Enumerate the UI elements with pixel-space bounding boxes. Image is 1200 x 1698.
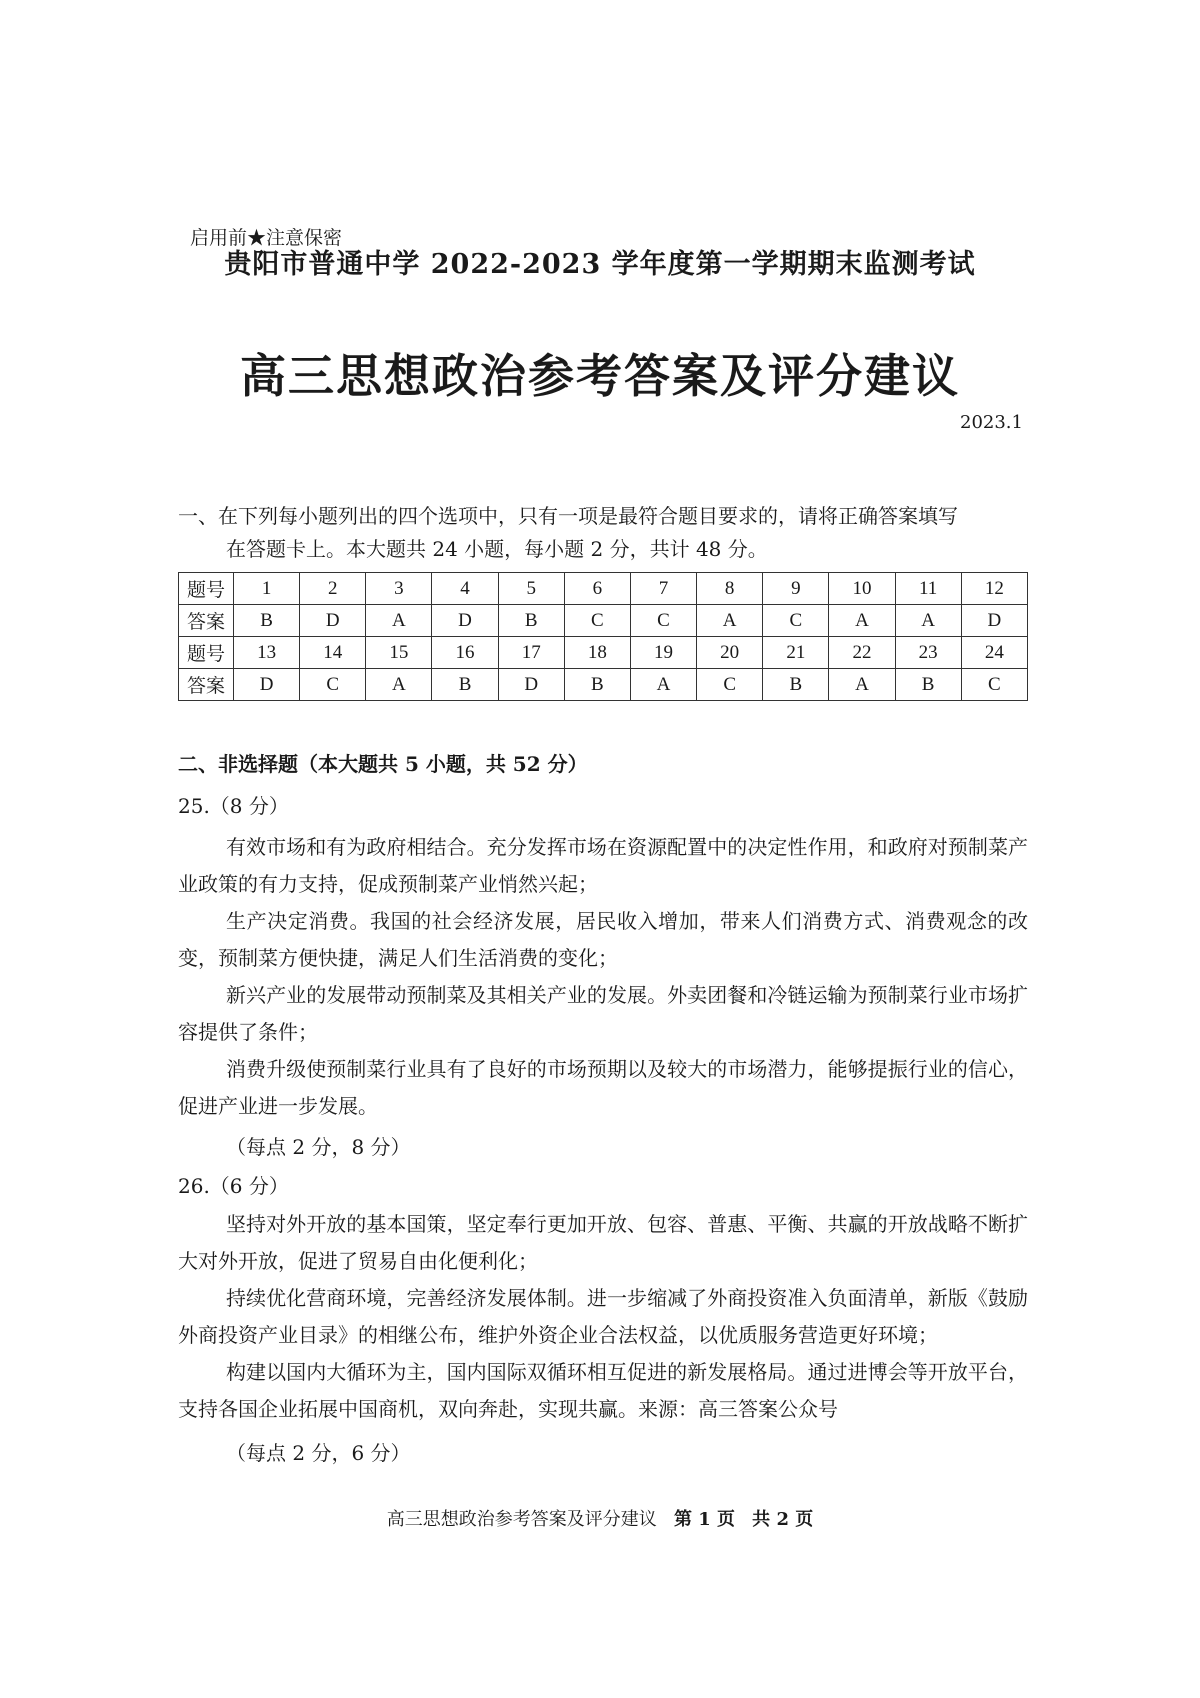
- row-label: 题号: [179, 637, 234, 669]
- section1-line1: 一、在下列每小题列出的四个选项中，只有一项是最符合题目要求的，请将正确答案填写: [178, 504, 958, 528]
- section1-instructions: [178, 500, 1028, 566]
- table-cell: 5: [498, 573, 564, 605]
- table-cell: 1: [234, 573, 300, 605]
- question-26-label: 26.（6 分）: [178, 1174, 289, 1198]
- table-cell: A: [829, 605, 895, 637]
- table-cell: 10: [829, 573, 895, 605]
- table-cell: D: [432, 605, 498, 637]
- q25-paragraph: 生产决定消费。我国的社会经济发展，居民收入增加，带来人们消费方式、消费观念的改变，预制菜方便快捷，满足人们生活消费的变化；: [178, 909, 1028, 970]
- table-cell: 22: [829, 637, 895, 669]
- q26-paragraph: 坚持对外开放的基本国策，坚定奉行更加开放、包容、普惠、平衡、共赢的开放战略不断扩大对外开放，促进了贸易自由化便利化；: [178, 1212, 1028, 1273]
- table-cell: D: [300, 605, 366, 637]
- table-cell: C: [763, 605, 829, 637]
- table-cell: B: [498, 605, 564, 637]
- table-row: [179, 637, 1028, 669]
- table-row: [179, 669, 1028, 701]
- table-cell: C: [961, 669, 1027, 701]
- table-cell: 8: [697, 573, 763, 605]
- table-cell: D: [498, 669, 564, 701]
- table-cell: B: [895, 669, 961, 701]
- table-cell: 17: [498, 637, 564, 669]
- table-cell: 23: [895, 637, 961, 669]
- document-title: 高三思想政治参考答案及评分建议: [240, 349, 960, 403]
- footer-page: 第 1 页: [673, 1509, 735, 1530]
- table-cell: A: [829, 669, 895, 701]
- page-footer: [0, 1505, 1200, 1531]
- table-cell: B: [432, 669, 498, 701]
- footer-title: 高三思想政治参考答案及评分建议: [386, 1509, 657, 1530]
- table-row: [179, 605, 1028, 637]
- row-label: 答案: [179, 669, 234, 701]
- table-cell: B: [763, 669, 829, 701]
- table-cell: B: [564, 669, 630, 701]
- table-cell: C: [300, 669, 366, 701]
- section2-heading: 二、非选择题（本大题共 5 小题，共 52 分）: [178, 752, 588, 776]
- table-cell: A: [366, 669, 432, 701]
- table-cell: C: [697, 669, 763, 701]
- table-cell: 15: [366, 637, 432, 669]
- q25-score: （每点 2 分，8 分）: [226, 1135, 411, 1159]
- table-cell: 6: [564, 573, 630, 605]
- answer-table: [178, 572, 1028, 701]
- q26-paragraph: 构建以国内大循环为主，国内国际双循环相互促进的新发展格局。通过进博会等开放平台，支持各国企业拓展中国商机，双向奔赴，实现共赢。来源：高三答案公众号: [178, 1360, 1028, 1421]
- table-cell: 19: [630, 637, 696, 669]
- document-date: 2023.1: [960, 412, 1023, 433]
- exam-title: 贵阳市普通中学 2022-2023 学年度第一学期期末监测考试: [224, 249, 976, 280]
- table-cell: C: [630, 605, 696, 637]
- table-cell: 11: [895, 573, 961, 605]
- table-cell: B: [234, 605, 300, 637]
- row-label: 答案: [179, 605, 234, 637]
- table-cell: 20: [697, 637, 763, 669]
- table-cell: 9: [763, 573, 829, 605]
- table-cell: D: [234, 669, 300, 701]
- table-cell: A: [895, 605, 961, 637]
- table-row: [179, 573, 1028, 605]
- table-cell: 16: [432, 637, 498, 669]
- table-cell: 3: [366, 573, 432, 605]
- q25-paragraph: 有效市场和有为政府相结合。充分发挥市场在资源配置中的决定性作用，和政府对预制菜产业政策的有力支持，促成预制菜产业悄然兴起；: [178, 835, 1028, 896]
- q25-paragraph: 消费升级使预制菜行业具有了良好的市场预期以及较大的市场潜力，能够提振行业的信心，促进产业进一步发展。: [178, 1057, 1028, 1118]
- row-label: 题号: [179, 573, 234, 605]
- table-cell: 7: [630, 573, 696, 605]
- table-cell: 14: [300, 637, 366, 669]
- table-cell: A: [697, 605, 763, 637]
- table-cell: C: [564, 605, 630, 637]
- q26-paragraph: 持续优化营商环境，完善经济发展体制。进一步缩减了外商投资准入负面清单，新版《鼓励外商投资产业目录》的相继公布，维护外资企业合法权益，以优质服务营造更好环境；: [178, 1286, 1028, 1347]
- table-cell: 24: [961, 637, 1027, 669]
- confidential-mark: 启用前★注意保密: [190, 227, 343, 249]
- table-cell: D: [961, 605, 1027, 637]
- table-cell: 13: [234, 637, 300, 669]
- table-cell: 21: [763, 637, 829, 669]
- table-cell: 18: [564, 637, 630, 669]
- section1-line2: 在答题卡上。本大题共 24 小题，每小题 2 分，共计 48 分。: [226, 537, 768, 561]
- question-25-label: 25.（8 分）: [178, 794, 289, 818]
- table-cell: 2: [300, 573, 366, 605]
- table-cell: 4: [432, 573, 498, 605]
- q25-paragraph: 新兴产业的发展带动预制菜及其相关产业的发展。外卖团餐和冷链运输为预制菜行业市场扩容提供了条件；: [178, 983, 1028, 1044]
- table-cell: A: [366, 605, 432, 637]
- table-cell: A: [630, 669, 696, 701]
- q26-score: （每点 2 分，6 分）: [226, 1441, 411, 1465]
- table-cell: 12: [961, 573, 1027, 605]
- footer-total: 共 2 页: [752, 1509, 814, 1530]
